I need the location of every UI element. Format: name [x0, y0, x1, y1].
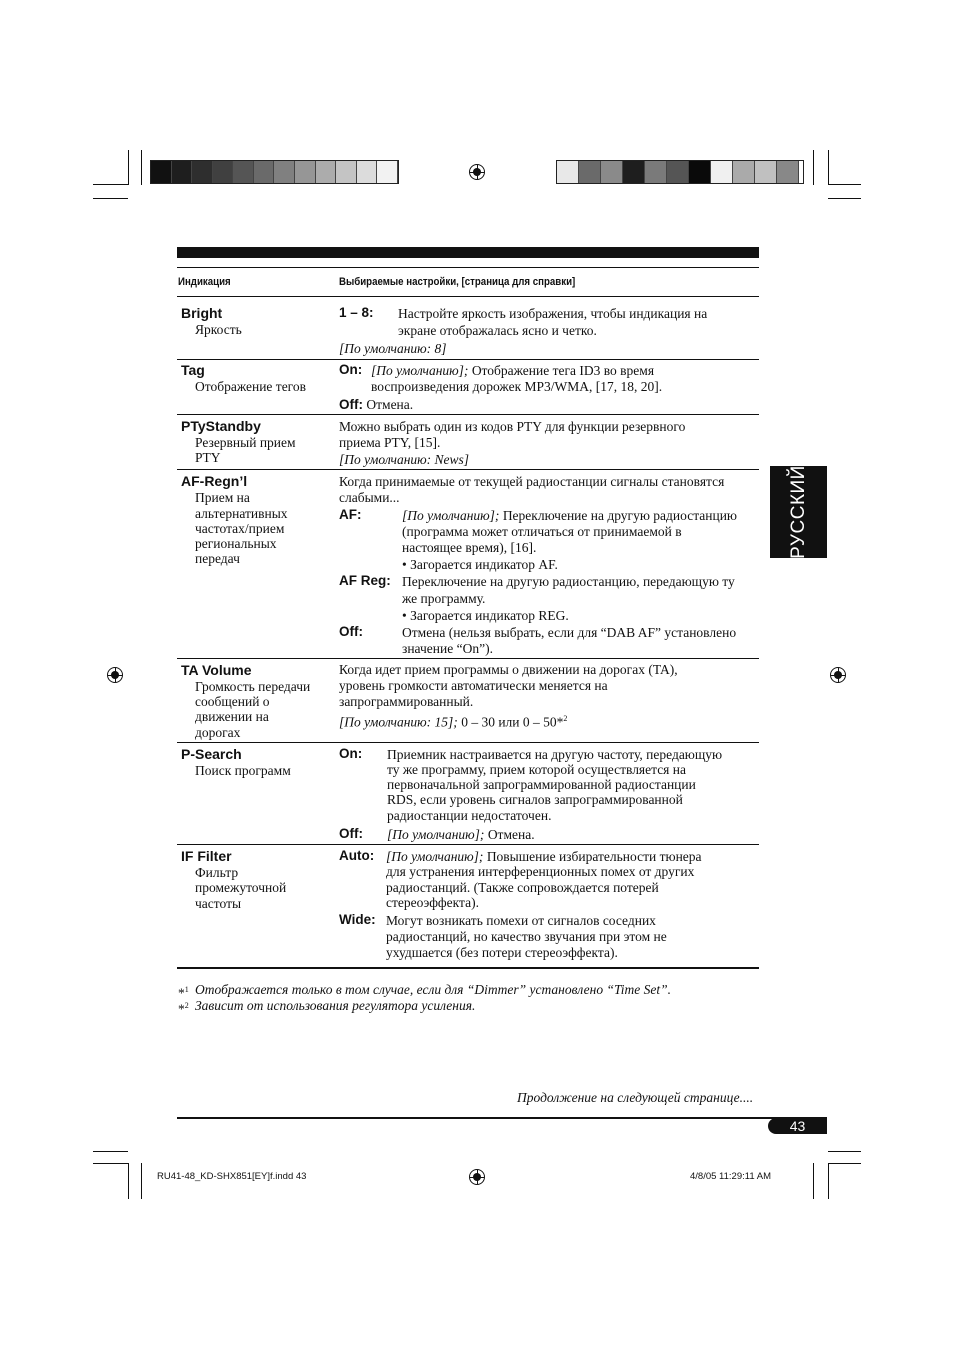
footer-rule — [177, 1117, 827, 1119]
option-text: воспроизведения дорожек MP3/WMA, [17, 18, 20]. — [371, 379, 663, 394]
row-subtitle: Фильтр — [195, 865, 239, 880]
option-label: Off: — [339, 397, 363, 412]
footnote-2-text: Зависит от использования регулятора усиления. — [195, 998, 476, 1013]
row-subtitle: альтернативных — [195, 506, 288, 521]
row-subtitle: Отображение тегов — [195, 379, 307, 394]
option-text: ухудшается (без потери стереоэффекта). — [386, 945, 618, 960]
row-subtitle: промежуточной — [195, 880, 287, 895]
row-subtitle: Яркость — [195, 322, 242, 337]
color-swatch — [151, 161, 172, 183]
row-subtitle: региональных — [195, 536, 277, 551]
table-rule — [177, 267, 759, 268]
option-text: Настройте яркость изображения, чтобы индикация на — [398, 306, 708, 321]
default-marker: [По умолчанию]; — [402, 508, 500, 523]
row-subtitle: дорогах — [195, 725, 241, 740]
option-text: слабыми... — [339, 490, 400, 505]
color-swatch — [689, 161, 711, 183]
table-bottom-rule — [177, 967, 759, 969]
color-bar-left — [150, 160, 399, 184]
option-text: первоначальной запрограммированной радиостанции — [387, 777, 696, 792]
option-label: 1 – 8: — [339, 305, 374, 320]
row-term: PTyStandby — [181, 418, 261, 434]
option-text: Отмена. — [484, 827, 535, 842]
option-text: ту же программу, прием которой осуществляется на — [387, 762, 686, 777]
page-number: 43 — [768, 1118, 827, 1134]
footnote-1: *$^1$ — [178, 985, 189, 1001]
row-term: TA Volume — [181, 662, 252, 678]
row-divider — [177, 658, 759, 659]
row-divider — [177, 844, 759, 845]
row-term: Tag — [181, 362, 205, 378]
option-text: радиостанций, но качество звучания при этом не — [386, 929, 667, 944]
row-divider — [177, 414, 759, 415]
row-subtitle: частотах/прием — [195, 521, 285, 536]
option-text: радиостанции недостаточен. — [387, 808, 552, 823]
option-text: экране отображалась ясно и четко. — [398, 323, 597, 338]
option-label: On: — [339, 362, 363, 377]
default-marker: [По умолчанию: 15]; — [339, 714, 458, 730]
option-label: Wide: — [339, 912, 376, 927]
default-value: [По умолчанию: News] — [339, 452, 470, 467]
registration-mark-icon — [107, 667, 123, 683]
color-swatch — [667, 161, 689, 183]
color-swatch — [733, 161, 755, 183]
color-swatch — [274, 161, 295, 183]
print-file-info: RU41-48_KD-SHX851[EY]f.indd 43 — [157, 1171, 307, 1182]
color-swatch — [645, 161, 667, 183]
option-text: уровень громкости автоматически меняется на — [339, 678, 608, 693]
option-text: Переключение на другую радиостанцию — [499, 508, 738, 523]
row-divider — [177, 742, 759, 743]
footnote-ref: 2 — [563, 714, 568, 723]
option-text: Отмена. — [363, 397, 414, 412]
option-text: Переключение на другую радиостанцию, передающую ту — [402, 574, 735, 589]
color-swatch — [755, 161, 777, 183]
option-text: Повышение избирательности тюнера — [483, 849, 702, 864]
color-swatch — [777, 161, 799, 183]
table-top-rule — [177, 247, 759, 258]
option-text: приема PTY, [15]. — [339, 435, 441, 450]
row-term: Bright — [181, 305, 223, 321]
row-subtitle: сообщений о — [195, 694, 270, 709]
option-text: запрограммированный. — [339, 694, 474, 709]
row-term: IF Filter — [181, 848, 232, 864]
bullet-text: • Загорается индикатор REG. — [402, 608, 569, 623]
column-header-settings: Выбираемые настройки, [страница для справки] — [339, 276, 576, 288]
color-swatch — [579, 161, 601, 183]
row-subtitle: частоты — [195, 896, 242, 911]
option-text: для устранения интерференционных помех от других — [386, 864, 695, 879]
color-swatch — [213, 161, 234, 183]
option-label: Auto: — [339, 848, 375, 863]
color-swatch — [357, 161, 378, 183]
color-swatch — [557, 161, 579, 183]
row-subtitle: Прием на — [195, 490, 250, 505]
option-label: AF: — [339, 507, 362, 522]
option-text: настоящее время), [16]. — [402, 540, 537, 555]
row-term: AF-Regn’l — [181, 473, 248, 489]
option-text: (программа может отличаться от принимаемой в — [402, 524, 682, 539]
option-text: 0 – 30 или 0 – 50* — [457, 714, 564, 730]
option-text: Отмена (нельзя выбрать, если для “DAB AF” установлено — [402, 625, 737, 640]
footnote-1-text: Отображается только в том случае, если для “Dimmer” установлено “Time Set”. — [195, 982, 671, 997]
option-label: On: — [339, 746, 363, 761]
option-text: же программу. — [402, 591, 486, 606]
option-label: Off: — [339, 826, 363, 841]
registration-mark-icon — [830, 667, 846, 683]
option-text: Можно выбрать один из кодов PTY для функции резервного — [339, 419, 686, 434]
continued-note: Продолжение на следующей странице.... — [517, 1090, 754, 1105]
bullet-text: • Загорается индикатор AF. — [402, 557, 558, 572]
default-value: [По умолчанию: 8] — [339, 341, 447, 356]
language-tab: РУССКИЙ — [770, 466, 827, 558]
option-text: RDS, если уровень сигналов запрограммированной — [387, 792, 683, 807]
color-swatch — [316, 161, 337, 183]
option-label: Off: — [339, 624, 363, 639]
table-rule — [177, 296, 759, 297]
row-divider — [177, 359, 759, 360]
color-swatch — [295, 161, 316, 183]
option-text: значение “On”). — [402, 641, 493, 656]
registration-mark-icon — [469, 1169, 485, 1185]
color-swatch — [192, 161, 213, 183]
row-divider — [177, 469, 759, 470]
option-text: стереоэффекта). — [386, 895, 479, 910]
print-date-info: 4/8/05 11:29:11 AM — [690, 1171, 771, 1182]
footnote-2: *$^2$ — [178, 1001, 189, 1017]
option-text: Когда идет прием программы о движении на дорогах (TA), — [339, 662, 678, 677]
color-swatch — [254, 161, 275, 183]
color-swatch — [172, 161, 193, 183]
row-subtitle: Резервный прием — [195, 435, 296, 450]
color-swatch — [377, 161, 398, 183]
registration-mark-icon — [469, 164, 485, 180]
row-subtitle: движении на — [195, 709, 269, 724]
color-swatch — [711, 161, 733, 183]
color-swatch — [233, 161, 254, 183]
row-subtitle: передач — [195, 551, 240, 566]
option-text: Могут возникать помехи от сигналов соседних — [386, 913, 656, 928]
color-swatch — [623, 161, 645, 183]
option-text: Приемник настраивается на другую частоту, передающую — [387, 747, 723, 762]
default-marker: [По умолчанию]; — [386, 849, 484, 864]
option-text: радиостанций. (Также сопровождается потерей — [386, 880, 659, 895]
color-bar-right — [556, 160, 804, 184]
option-text: Отображение тега ID3 во время — [468, 363, 655, 378]
row-term: P-Search — [181, 746, 242, 762]
color-swatch — [336, 161, 357, 183]
row-subtitle: PTY — [195, 450, 221, 465]
column-header-display: Индикация — [178, 276, 231, 288]
default-marker: [По умолчанию]; — [371, 363, 469, 378]
option-text: Когда принимаемые от текущей радиостанции сигналы становятся — [339, 474, 725, 489]
default-marker: [По умолчанию]; — [387, 827, 485, 842]
option-label: AF Reg: — [339, 573, 391, 588]
row-subtitle: Громкость передачи — [195, 679, 311, 694]
color-swatch — [601, 161, 623, 183]
row-subtitle: Поиск программ — [195, 763, 291, 778]
